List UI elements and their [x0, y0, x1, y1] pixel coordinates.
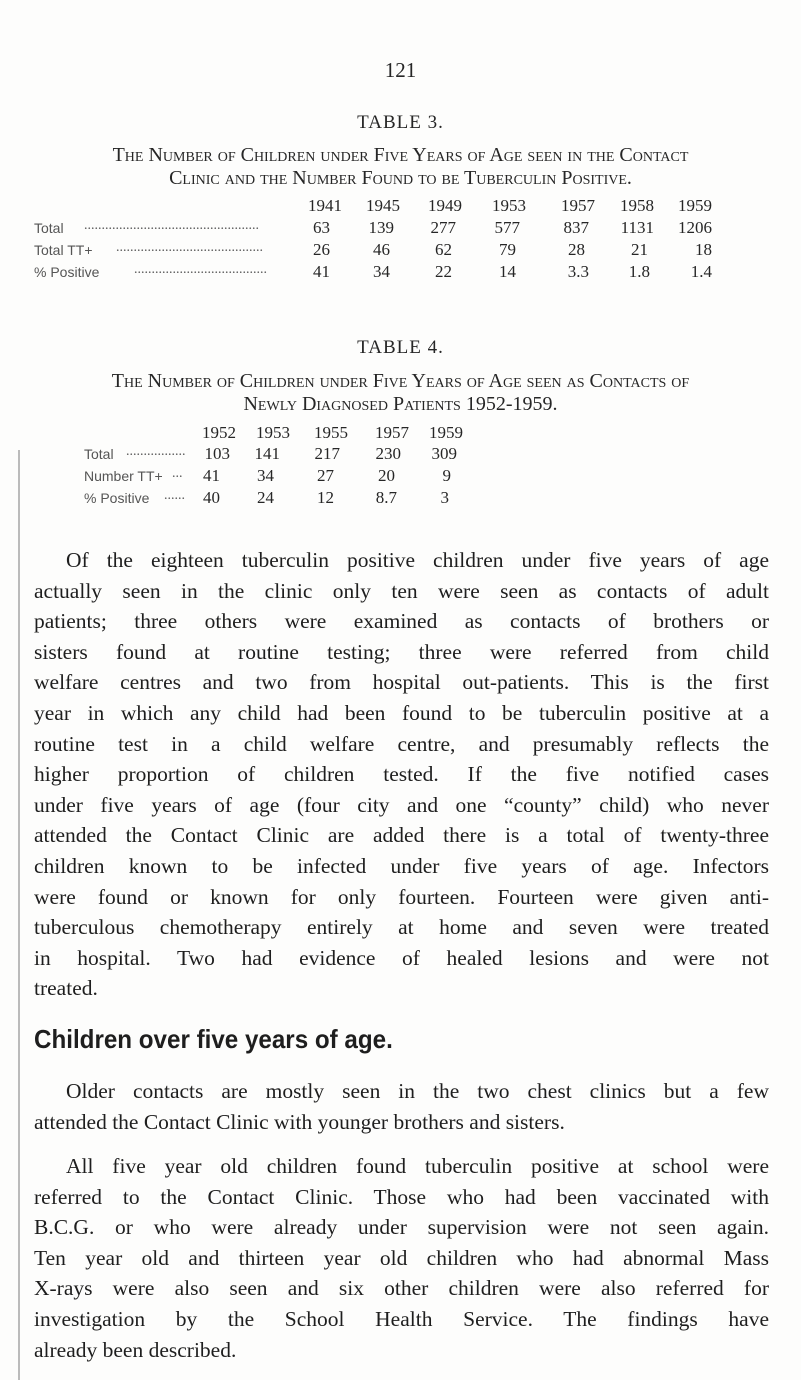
table3-cell: 1.4 [690, 262, 712, 281]
table4-row-label: Total [84, 446, 114, 462]
table3-year: 1953 [492, 196, 526, 215]
dot-leader: ...................................... [134, 262, 267, 277]
table3-row-label: Total TT+ [34, 242, 93, 258]
text-line: treated. [34, 976, 98, 1001]
table3-cell: 577 [494, 218, 520, 237]
text-line: sisters found at routine testing; three were referred from child [34, 639, 769, 664]
table4-cell: 20 [378, 466, 395, 485]
table4-cell: 41 [203, 466, 220, 485]
text-line: investigation by the School Health Service. The findings have [34, 1306, 769, 1331]
table3-cell: 1206 [678, 218, 712, 237]
text-line: already been described. [34, 1337, 237, 1362]
table4-year: 1953 [256, 423, 290, 442]
text-line: routine test in a child welfare centre, and presumably reflects the [34, 731, 769, 756]
table4-caption-line2: Newly Diagnosed Patients 1952-1959. [243, 393, 558, 415]
text-line: actually seen in the clinic only ten were seen as contacts of adult [34, 578, 769, 603]
table3-cell: 21 [631, 240, 648, 259]
table4-cell: 309 [431, 444, 457, 463]
text-line: referred to the Contact Clinic. Those who had been vaccinated with [34, 1184, 769, 1209]
text-line: patients; three others were examined as contacts of brothers or [34, 609, 769, 634]
table4-cell: 12 [317, 488, 334, 507]
text-line: under five years of age (four city and one “county” child) who never [34, 792, 769, 817]
table4-row-label: % Positive [84, 490, 150, 506]
table3-cell: 34 [373, 262, 390, 281]
table4-cell: 230 [375, 444, 401, 463]
paragraph-2 [34, 1076, 769, 1137]
text-line: tuberculous chemotherapy entirely at home and seven were treated [34, 915, 769, 940]
table3-year: 1941 [308, 196, 342, 215]
table4-year: 1959 [429, 423, 463, 442]
table4-cell: 141 [254, 444, 280, 463]
dot-leader: ...... [164, 488, 185, 503]
table3-year: 1959 [678, 196, 712, 215]
text-line: welfare centres and two from hospital out-patients. This is the first [34, 670, 769, 695]
table3-row-label: Total [34, 220, 64, 236]
table3-year: 1945 [366, 196, 400, 215]
table4-cell: 3 [440, 488, 449, 507]
text-line: All five year old children found tuberculin positive at school were [66, 1154, 769, 1178]
paragraph-1 [34, 545, 769, 1004]
table4-cell: 40 [203, 488, 220, 507]
table3-cell: 1131 [620, 218, 654, 237]
table3-cell: 26 [313, 240, 330, 259]
text-line: year in which any child had been found to be tuberculin positive at a [34, 700, 769, 725]
paragraph-3 [34, 1151, 769, 1365]
page-edge-shadow [18, 450, 20, 1380]
table3-cell: 1.8 [628, 262, 650, 281]
table3-cell: 46 [373, 240, 390, 259]
table3-cell: 837 [563, 218, 589, 237]
table3-year: 1958 [620, 196, 654, 215]
table4-cell: 9 [442, 466, 451, 485]
section-title: Children over five years of age. [34, 1024, 393, 1054]
table4-cell: 8.7 [375, 488, 397, 507]
text-line: B.C.G. or who were already under supervision were not seen again. [34, 1215, 769, 1240]
table4-year: 1955 [314, 423, 348, 442]
table3-cell: 3.3 [567, 262, 589, 281]
table4-cell: 217 [314, 444, 340, 463]
dot-leader: ... [172, 466, 183, 481]
table3-year: 1957 [561, 196, 595, 215]
dot-leader: ................. [126, 444, 186, 459]
table4-cell: 27 [317, 466, 334, 485]
table3-cell: 28 [568, 240, 585, 259]
table3-cell: 139 [368, 218, 394, 237]
text-line: Ten year old and thirteen year old children who had abnormal Mass [34, 1245, 769, 1270]
table3-cell: 41 [313, 262, 330, 281]
table4-year: 1952 [202, 423, 236, 442]
page-number: 121 [384, 58, 417, 82]
table3-cell: 79 [499, 240, 516, 259]
text-line: Of the eighteen tuberculin positive children under five years of age [66, 548, 769, 572]
text-line: attended the Contact Clinic with younger brothers and sisters. [34, 1109, 565, 1134]
table4-cell: 34 [257, 466, 274, 485]
text-line: higher proportion of children tested. If the five notified cases [34, 762, 769, 787]
table3-cell: 277 [430, 218, 456, 237]
table3-cell: 62 [435, 240, 452, 259]
table4-cell: 24 [257, 488, 274, 507]
table3-year: 1949 [428, 196, 462, 215]
text-line: were found or known for only fourteen. Fourteen were given anti- [34, 884, 769, 909]
table3-caption-line1: The Number of Children under Five Years of Age seen in the Contact [112, 144, 689, 166]
text-line: children known to be infected under five years of age. Infectors [34, 853, 769, 878]
table3-row-label: % Positive [34, 264, 100, 280]
table4-row-label: Number TT+ [84, 468, 163, 484]
text-line: X-rays were also seen and six other children were also referred for [34, 1276, 769, 1301]
table3-cell: 63 [313, 218, 330, 237]
table3-cell: 22 [435, 262, 452, 281]
table3-cell: 18 [695, 240, 712, 259]
table4-year: 1957 [375, 423, 409, 442]
table4-caption-line1: The Number of Children under Five Years of Age seen as Contacts of [111, 370, 690, 392]
dot-leader: .................................................. [84, 218, 259, 233]
dot-leader: .......................................... [116, 240, 263, 255]
table3-cell: 14 [499, 262, 516, 281]
text-line: in hospital. Two had evidence of healed lesions and were not [34, 945, 769, 970]
table3-heading: TABLE 3. [357, 112, 444, 133]
text-line: Older contacts are mostly seen in the two chest clinics but a few [66, 1079, 769, 1103]
table4-heading: TABLE 4. [357, 337, 444, 358]
table4-cell: 103 [204, 444, 230, 463]
table3-caption-line2: Clinic and the Number Found to be Tuberculin Positive. [169, 167, 632, 189]
text-line: attended the Contact Clinic are added there is a total of twenty-three [34, 823, 769, 848]
